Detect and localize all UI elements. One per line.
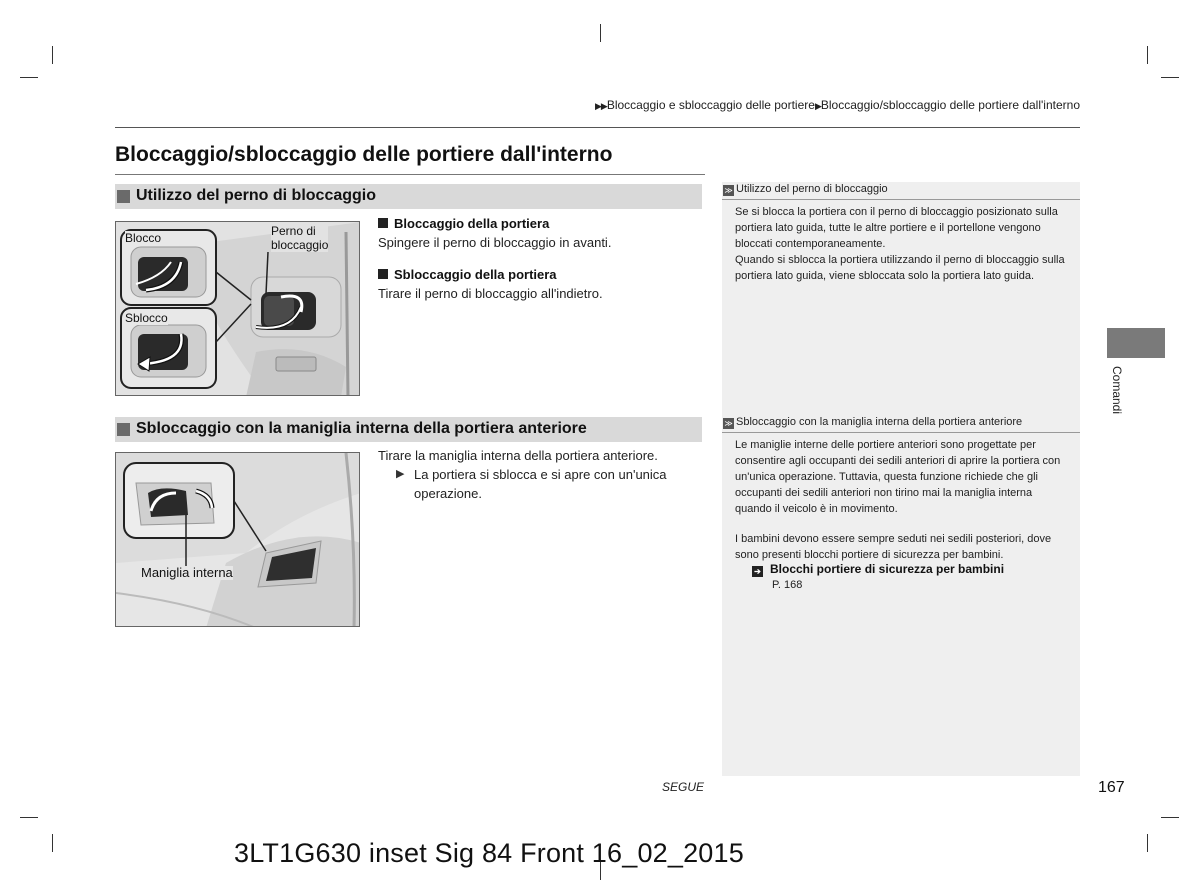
crop-mark: [1147, 46, 1148, 64]
note-heading-lock-pin: [722, 183, 1080, 200]
arrow-icon: ▶: [814, 101, 821, 111]
crop-mark: [600, 24, 601, 42]
chapter-tab-label[interactable]: Comandi: [1110, 366, 1124, 415]
bullet-square-icon: [378, 269, 388, 279]
crop-mark: [1147, 834, 1148, 852]
chapter-tab[interactable]: [1107, 328, 1165, 358]
print-code: 3LT1G630 inset Sig 84 Front 16_02_2015: [234, 838, 744, 868]
reference-link-text[interactable]: Blocchi portiere di sicurezza per bambini: [770, 562, 1005, 576]
inner-handle-illustration: [115, 452, 360, 627]
section-header-inner-handle: [115, 417, 702, 442]
continue-marker: SEGUE: [662, 780, 705, 794]
header-rule: [115, 127, 1080, 128]
section-title: Utilizzo del perno di bloccaggio: [136, 187, 377, 204]
breadcrumb-topic[interactable]: Bloccaggio/sbloccaggio delle portiere dall'interno: [820, 98, 1080, 112]
note-lock-pin-text-1: Se si blocca la portiera con il perno di bloccaggio posizionato sulla portiera lato guida, tutte le altre portiere e il portellone vengono bloccati contemporaneamente.: [735, 206, 1058, 250]
inner-handle-instruction: Tirare la maniglia interna della portiera anteriore.: [378, 448, 658, 463]
page-number: 167: [1098, 779, 1125, 796]
double-arrow-icon: ▶▶: [594, 101, 607, 111]
page-title: Bloccaggio/sbloccaggio delle portiere dall'interno: [115, 143, 613, 166]
bullet-square-icon: [378, 218, 388, 228]
section-title: Sbloccaggio con la maniglia interna della portiera anteriore: [136, 420, 587, 437]
crop-mark: [20, 817, 38, 818]
lock-instruction: Spingere il perno di bloccaggio in avanti.: [378, 235, 612, 250]
subheading-unlock-text: Sbloccaggio della portiera: [394, 267, 557, 282]
reference-page[interactable]: P. 168: [772, 579, 803, 591]
label-inner-handle: Maniglia interna: [141, 565, 233, 580]
crop-mark: [1161, 77, 1179, 78]
breadcrumb: [595, 98, 1080, 112]
note-rule: [722, 432, 1080, 433]
label-lock: Blocco: [125, 231, 162, 245]
subheading-unlock: [378, 267, 557, 282]
lock-pin-illustration: [115, 221, 360, 396]
note-heading-text: Sbloccaggio con la maniglia interna della portiera anteriore: [736, 416, 1023, 428]
subheading-lock: [378, 216, 549, 231]
note-icon: ≫: [724, 419, 733, 428]
crop-mark: [52, 834, 53, 852]
note-heading-text: Utilizzo del perno di bloccaggio: [736, 183, 888, 195]
label-lock-pin: Perno di bloccaggio: [271, 224, 329, 252]
subheading-lock-text: Bloccaggio della portiera: [394, 216, 550, 231]
note-icon: ≫: [724, 186, 733, 195]
crop-mark: [52, 46, 53, 64]
note-inner-handle-text-1: Le maniglie interne delle portiere anteriori sono progettate per consentire agli occupanti dei sedili anteriori di aprire la portiera con un'unica operazione. Tuttavia, questa funzione richiede che gli occupanti dei sedili anteriori non tirino mai la maniglia interna quando il veicolo è in movimento.: [735, 439, 1061, 515]
label-unlock: Sblocco: [125, 311, 168, 325]
crop-mark: [20, 77, 38, 78]
result-arrow-icon: ▶: [396, 468, 405, 480]
result-text: La portiera si sblocca e si apre con un'unica operazione.: [414, 467, 667, 501]
note-rule: [722, 199, 1080, 200]
section-header-lock-pin: [115, 184, 702, 209]
note-heading-inner-handle: [722, 416, 1080, 433]
unlock-instruction: Tirare il perno di bloccaggio all'indietro.: [378, 286, 603, 301]
breadcrumb-section[interactable]: Bloccaggio e sbloccaggio delle portiere: [606, 98, 815, 112]
title-rule: [115, 174, 705, 175]
crop-mark: [1161, 817, 1179, 818]
section-marker-icon: [117, 423, 130, 436]
child-lock-reference-link[interactable]: [752, 562, 1004, 577]
reference-arrow-icon: ➔: [752, 566, 763, 577]
section-marker-icon: [117, 190, 130, 203]
note-inner-handle-text-2: I bambini devono essere sempre seduti nei sedili posteriori, dove sono presenti blocchi portiere di sicurezza per bambini.: [735, 533, 1052, 561]
inner-handle-result: [396, 465, 696, 503]
note-lock-pin-text-2: Quando si sblocca la portiera utilizzando il perno di bloccaggio sulla portiera lato guida, viene sbloccata solo la portiera lato guida.: [735, 254, 1065, 282]
